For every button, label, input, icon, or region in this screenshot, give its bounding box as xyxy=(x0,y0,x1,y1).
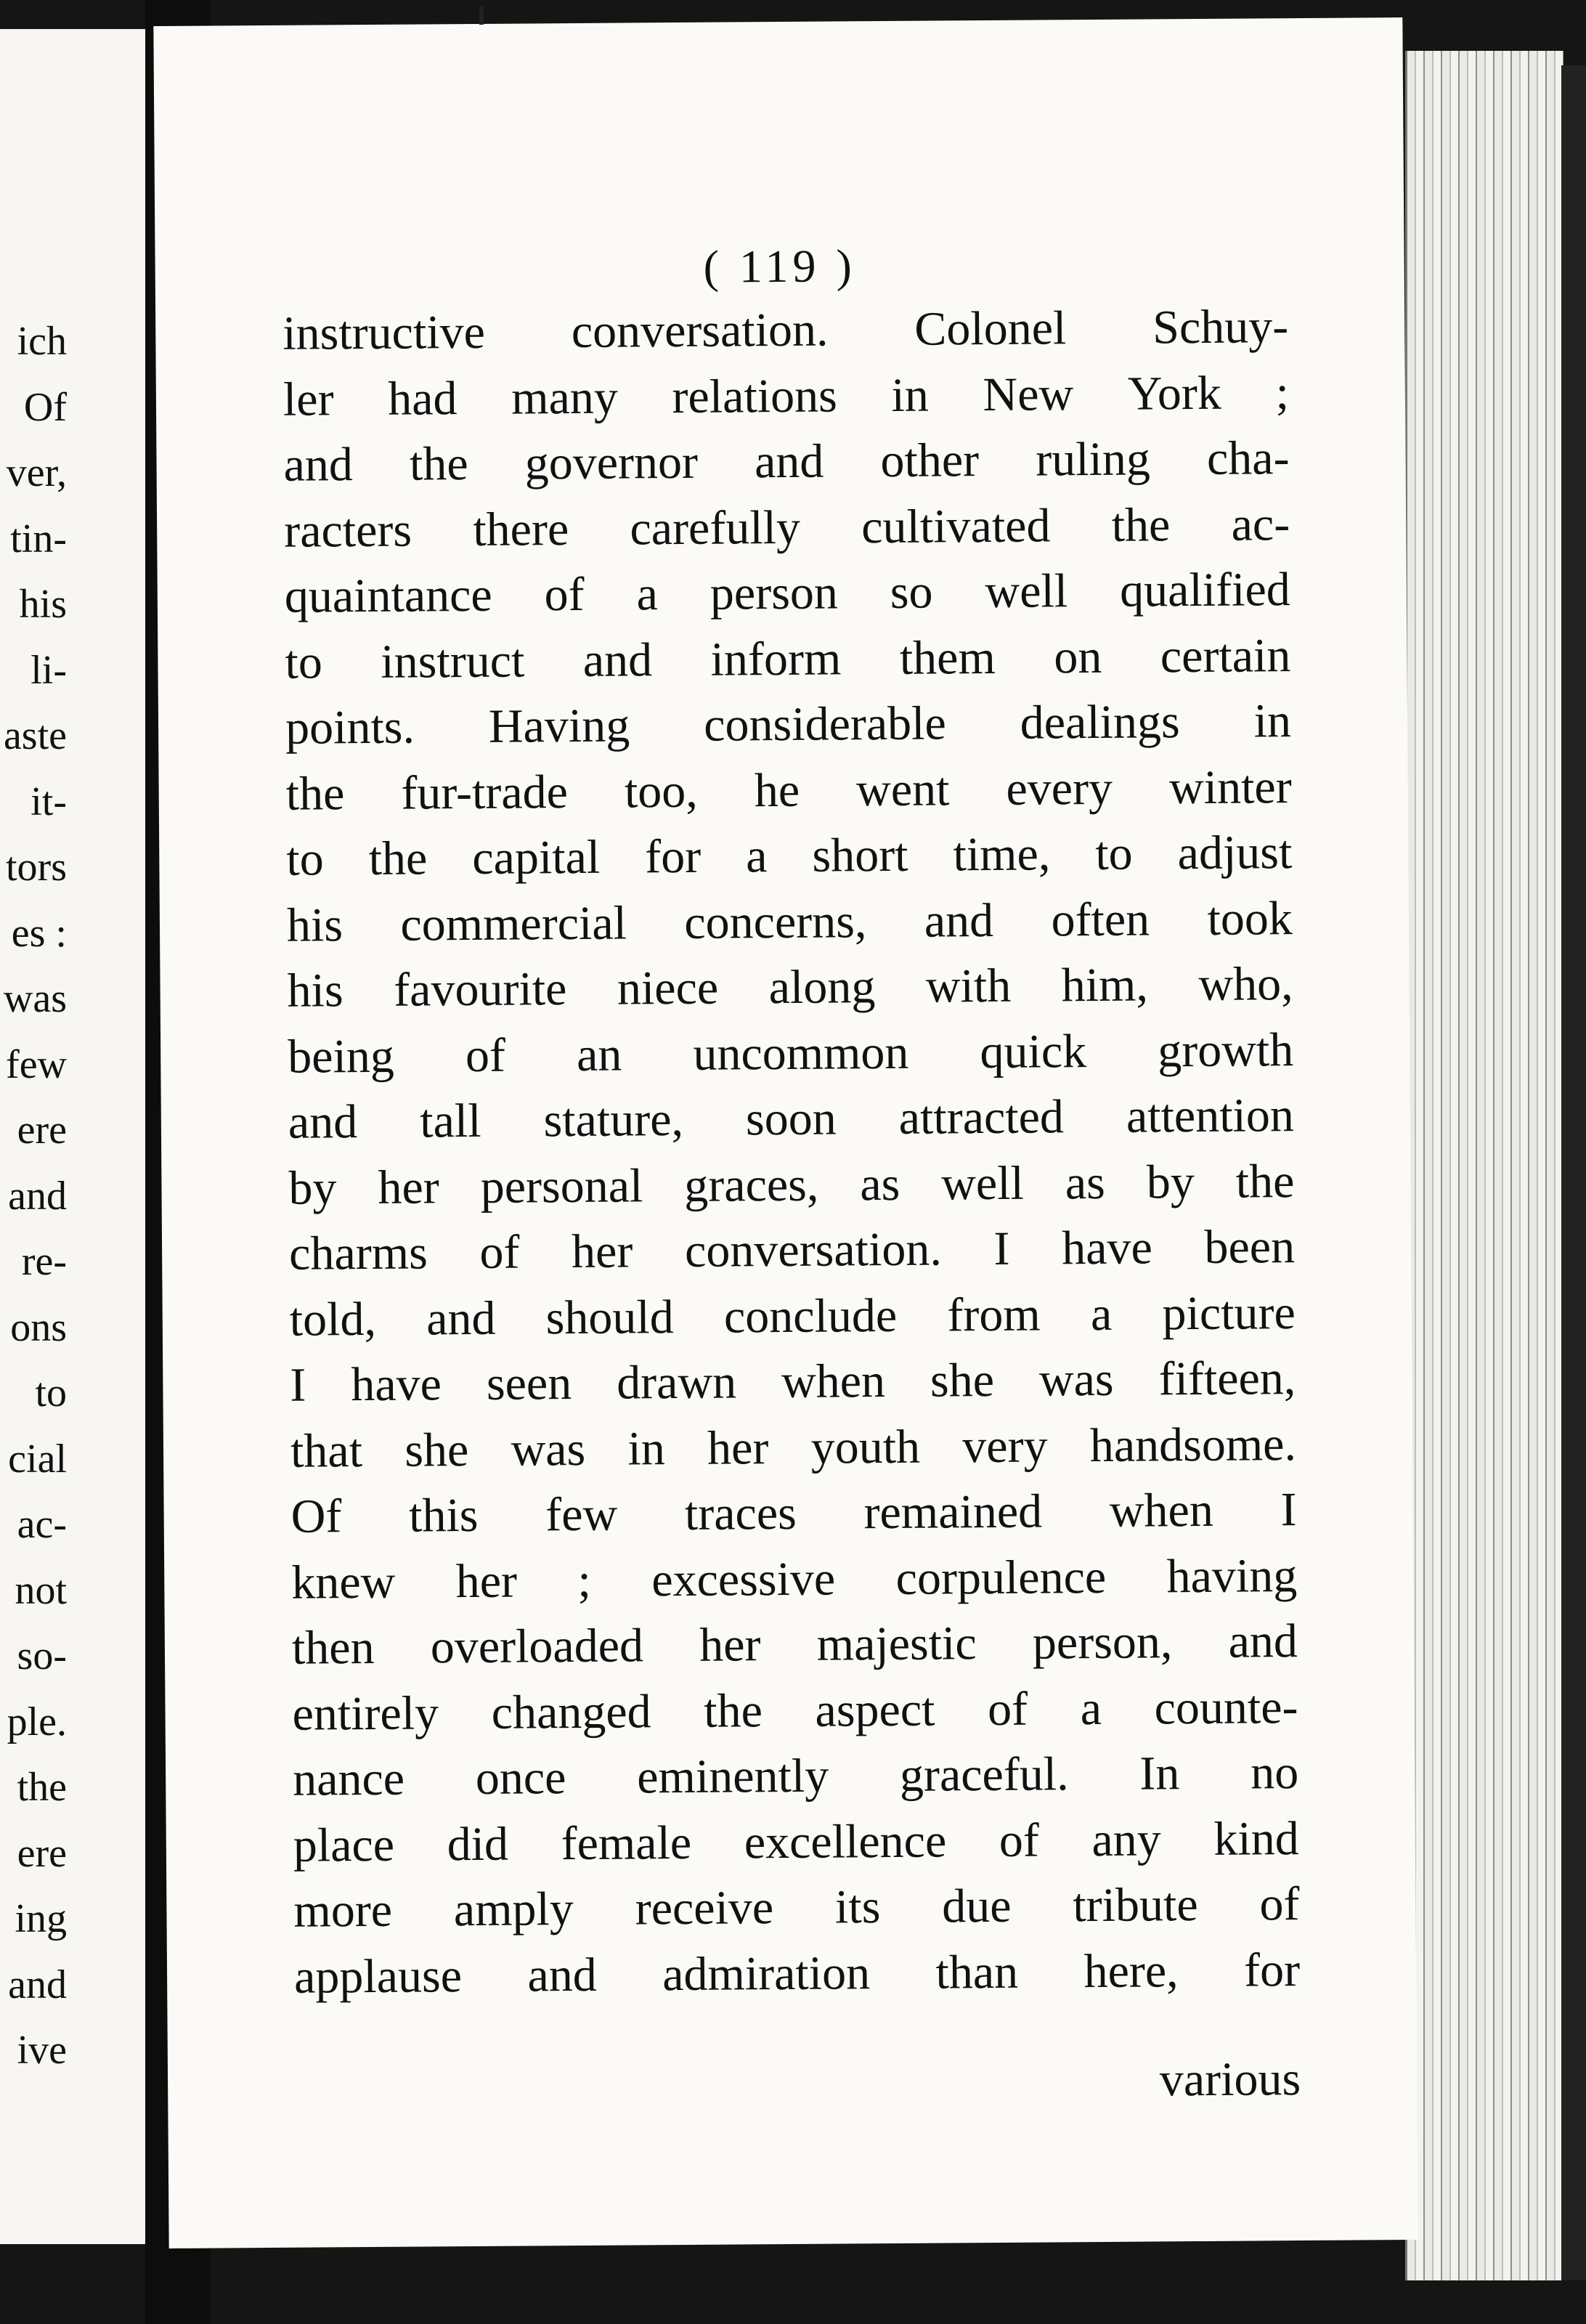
text-line-words xyxy=(284,492,1290,564)
word: traces xyxy=(684,1486,797,1540)
text-line xyxy=(290,1346,1296,1418)
word: commercial xyxy=(400,896,627,951)
word: when xyxy=(1109,1483,1214,1537)
word: graces, xyxy=(684,1158,819,1212)
word: other xyxy=(880,434,980,488)
text-line-words xyxy=(292,1609,1298,1681)
word: any xyxy=(1091,1812,1162,1866)
text-line xyxy=(282,294,1289,367)
word: Schuy- xyxy=(1152,300,1289,354)
word: here, xyxy=(1083,1943,1179,1998)
word: the xyxy=(1111,497,1171,552)
body-text xyxy=(282,294,1300,2010)
word: admiration xyxy=(662,1946,871,2001)
book-cover-edge xyxy=(1561,65,1586,2280)
word: them xyxy=(899,630,996,685)
text-line-words xyxy=(293,1740,1299,1813)
word: him, xyxy=(1061,958,1149,1012)
text-line xyxy=(288,1083,1295,1155)
word: governor xyxy=(524,435,699,490)
right-page xyxy=(153,17,1418,2248)
word: changed xyxy=(491,1684,651,1739)
word: and xyxy=(283,438,354,492)
word: nance xyxy=(292,1752,405,1806)
word: went xyxy=(855,762,950,816)
word: cultivated xyxy=(861,498,1051,553)
word: considerable xyxy=(703,696,946,752)
word: with xyxy=(925,959,1012,1013)
word: ruling xyxy=(1035,432,1151,487)
text-line xyxy=(285,755,1292,827)
left-page-fragment: ple. xyxy=(7,1699,67,1744)
word: relations xyxy=(672,368,838,423)
word: from xyxy=(947,1288,1041,1341)
word: often xyxy=(1051,892,1150,946)
text-line xyxy=(285,688,1292,761)
word: she xyxy=(404,1423,469,1477)
word: inform xyxy=(710,631,842,686)
word: I xyxy=(290,1358,306,1412)
text-line xyxy=(284,492,1290,564)
word: instruct xyxy=(381,633,525,688)
text-line xyxy=(287,951,1293,1024)
word: niece xyxy=(617,961,719,1015)
word: graceful. xyxy=(899,1747,1069,1802)
word: fifteen, xyxy=(1158,1352,1296,1406)
word: more xyxy=(293,1883,393,1938)
page-number: ( 119 ) xyxy=(703,240,857,293)
text-line-words xyxy=(288,1017,1294,1090)
word: conversation. xyxy=(684,1222,943,1277)
word: along xyxy=(768,960,876,1015)
word: ; xyxy=(577,1553,592,1607)
text-line-words xyxy=(282,294,1289,367)
text-line-words xyxy=(283,426,1290,498)
word: have xyxy=(1061,1221,1153,1275)
word: too, xyxy=(624,764,699,818)
text-line-words xyxy=(285,623,1291,696)
word: who, xyxy=(1198,957,1293,1012)
word: aspect xyxy=(815,1683,935,1737)
word: her xyxy=(571,1224,633,1279)
left-page-fragment: few xyxy=(6,1041,67,1087)
text-line xyxy=(290,1412,1297,1484)
text-line-words xyxy=(285,755,1292,827)
word: her xyxy=(455,1554,518,1608)
text-line-words xyxy=(287,951,1293,1024)
word: kind xyxy=(1213,1811,1299,1866)
word: the xyxy=(409,437,468,491)
left-page-fragment: ver, xyxy=(6,450,67,495)
word: quaintance xyxy=(284,568,492,623)
word: have xyxy=(351,1357,442,1412)
word: told, xyxy=(289,1292,377,1346)
word: on xyxy=(1054,630,1102,683)
word: having xyxy=(1166,1548,1298,1603)
word: she xyxy=(930,1354,995,1407)
text-line-words xyxy=(283,360,1290,433)
word: to xyxy=(1095,826,1133,881)
text-line xyxy=(286,820,1293,893)
word: excessive xyxy=(651,1552,836,1606)
left-page-fragment: ere xyxy=(17,1830,67,1876)
word: by xyxy=(288,1161,337,1215)
left-page-fragment: not xyxy=(15,1567,67,1613)
word: in xyxy=(891,368,930,422)
word: than xyxy=(935,1945,1019,1999)
word: to xyxy=(285,635,323,689)
text-line xyxy=(291,1543,1298,1616)
left-page-fragment: ing xyxy=(15,1896,67,1941)
word: adjust xyxy=(1177,826,1293,880)
word: stature, xyxy=(543,1092,684,1147)
word: and xyxy=(754,434,824,489)
text-line-words xyxy=(290,1412,1297,1484)
word: there xyxy=(473,502,569,556)
word: quick xyxy=(980,1024,1087,1078)
word: as xyxy=(1065,1155,1106,1209)
left-page-fragment: the xyxy=(17,1765,67,1810)
word: seen xyxy=(486,1357,572,1410)
word: New xyxy=(983,367,1074,421)
text-line-words xyxy=(286,820,1293,893)
word: its xyxy=(834,1880,881,1934)
word: many xyxy=(511,370,619,425)
text-line xyxy=(293,1872,1300,1944)
word: her xyxy=(699,1618,761,1672)
word: excellence xyxy=(744,1813,947,1869)
word: well xyxy=(985,564,1068,619)
word: so xyxy=(890,565,933,619)
word: ac- xyxy=(1231,497,1290,551)
left-page-fragment: aste xyxy=(3,713,67,758)
text-line-words xyxy=(288,1149,1295,1222)
word: receive xyxy=(635,1881,774,1935)
text-line-words xyxy=(292,1675,1298,1747)
word: had xyxy=(387,371,458,426)
left-page-text-fragments xyxy=(0,309,67,2084)
word: of xyxy=(987,1682,1028,1736)
word: growth xyxy=(1157,1023,1294,1077)
text-line xyxy=(288,1149,1295,1222)
word: In xyxy=(1139,1747,1180,1800)
catchword: various xyxy=(1159,2052,1301,2107)
word: ; xyxy=(1275,365,1290,419)
word: once xyxy=(475,1751,566,1805)
word: corpulence xyxy=(895,1550,1107,1605)
left-page-fragment: es : xyxy=(11,910,67,956)
word: knew xyxy=(291,1555,396,1609)
word: person, xyxy=(1032,1615,1173,1670)
word: concerns, xyxy=(684,894,867,949)
word: he xyxy=(754,763,800,817)
text-line-words xyxy=(294,1938,1301,2010)
text-line xyxy=(292,1609,1298,1681)
word: due xyxy=(941,1879,1012,1933)
word: for xyxy=(644,829,702,884)
left-page-fragment: so- xyxy=(17,1633,67,1678)
word: picture xyxy=(1162,1285,1296,1340)
word: eminently xyxy=(636,1749,829,1804)
word: in xyxy=(627,1421,666,1476)
word: tribute xyxy=(1073,1878,1198,1933)
text-line xyxy=(285,623,1291,696)
word: Having xyxy=(488,699,630,753)
word: did xyxy=(447,1817,509,1871)
text-line xyxy=(294,1938,1301,2010)
text-line xyxy=(287,886,1293,959)
word: as xyxy=(860,1157,900,1211)
left-page-fragment: was xyxy=(3,976,67,1021)
word: the xyxy=(285,766,345,821)
word: in xyxy=(1253,694,1292,748)
left-page-fragment: ac- xyxy=(17,1502,67,1547)
word: handsome. xyxy=(1089,1417,1297,1472)
left-page-fragment: tors xyxy=(6,845,67,890)
text-line-words xyxy=(293,1806,1300,1879)
word: and xyxy=(924,893,994,948)
word: by xyxy=(1146,1155,1195,1209)
word: few xyxy=(545,1487,618,1542)
word: Colonel xyxy=(914,301,1067,356)
left-page-fragment: ere xyxy=(17,1108,67,1153)
word: an xyxy=(576,1028,622,1081)
word: well xyxy=(940,1156,1025,1211)
word: a xyxy=(745,829,768,883)
word: and xyxy=(426,1291,496,1345)
word: a xyxy=(1080,1681,1102,1735)
word: conclude xyxy=(723,1288,898,1344)
word: racters xyxy=(283,503,412,558)
word: points. xyxy=(285,700,415,755)
text-line xyxy=(293,1740,1299,1813)
scan-mark xyxy=(479,6,484,25)
word: person xyxy=(709,566,839,620)
word: amply xyxy=(453,1882,574,1937)
word: no xyxy=(1250,1746,1299,1800)
text-line xyxy=(289,1280,1296,1353)
left-page-fragment: ich xyxy=(17,319,67,364)
left-page-fragment: cial xyxy=(8,1436,67,1482)
word: capital xyxy=(472,830,601,885)
word: certain xyxy=(1160,628,1291,683)
word: was xyxy=(511,1422,586,1476)
left-page-fragment: it- xyxy=(30,779,67,824)
word: when xyxy=(781,1354,886,1409)
word: winter xyxy=(1168,760,1292,814)
left-page-fragment: re- xyxy=(21,1239,67,1284)
text-line xyxy=(285,557,1291,630)
left-page-fragment: and xyxy=(8,1962,67,2007)
word: the xyxy=(704,1683,763,1738)
left-page-fragment: ons xyxy=(10,1304,67,1350)
left-page-fragment: Of xyxy=(23,384,67,430)
word: his xyxy=(287,964,343,1017)
word: this xyxy=(408,1488,479,1543)
word: youth xyxy=(810,1420,921,1474)
word: short xyxy=(812,828,908,882)
word: majestic xyxy=(816,1617,977,1671)
text-line xyxy=(293,1806,1300,1879)
left-page-fragment: his xyxy=(19,582,67,627)
text-line-words xyxy=(293,1872,1300,1944)
word: I xyxy=(993,1222,1010,1276)
word: personal xyxy=(480,1158,643,1214)
left-page-fragment: tin- xyxy=(10,516,67,561)
word: entirely xyxy=(292,1686,439,1741)
word: conversation. xyxy=(571,303,829,359)
word: carefully xyxy=(630,500,801,555)
word: then xyxy=(291,1620,375,1675)
left-page-fragment: li- xyxy=(30,647,67,693)
word: drawn xyxy=(616,1355,737,1410)
word: ler xyxy=(282,372,334,426)
word: of xyxy=(1259,1877,1300,1931)
left-page-fragment: to xyxy=(35,1370,67,1415)
text-line-words xyxy=(291,1543,1298,1616)
word: should xyxy=(545,1290,675,1344)
word: of xyxy=(479,1225,520,1279)
text-line-words xyxy=(285,557,1291,630)
text-line xyxy=(292,1675,1298,1747)
word: very xyxy=(962,1418,1048,1473)
word: been xyxy=(1204,1220,1296,1274)
word: applause xyxy=(293,1949,463,2004)
text-line-words xyxy=(290,1346,1296,1418)
text-line-words xyxy=(288,1083,1295,1155)
word: a xyxy=(1090,1287,1113,1341)
word: female xyxy=(561,1816,692,1870)
word: counte- xyxy=(1154,1680,1298,1734)
word: of xyxy=(544,567,585,622)
text-line xyxy=(283,360,1290,433)
text-line-words xyxy=(287,886,1293,959)
word: a xyxy=(636,567,659,621)
text-line xyxy=(289,1214,1296,1287)
word: the xyxy=(368,832,428,885)
word: York xyxy=(1127,366,1222,420)
word: instructive xyxy=(282,305,486,360)
text-line-words xyxy=(285,688,1292,761)
word: time, xyxy=(953,827,1051,882)
left-page-fragment: and xyxy=(8,1173,67,1219)
word: favourite xyxy=(393,962,567,1017)
word: for xyxy=(1243,1943,1301,1997)
text-line xyxy=(290,1477,1297,1550)
word: took xyxy=(1207,891,1293,946)
word: uncommon xyxy=(693,1025,909,1081)
word: and xyxy=(582,633,653,687)
word: tall xyxy=(419,1094,481,1148)
word: overloaded xyxy=(430,1619,644,1674)
word: and xyxy=(288,1095,358,1149)
word: dealings xyxy=(1020,695,1180,749)
word: her xyxy=(378,1160,440,1214)
word: remained xyxy=(863,1484,1043,1540)
text-line-words xyxy=(289,1280,1296,1353)
word: charms xyxy=(288,1226,428,1280)
word: qualified xyxy=(1119,563,1290,617)
word: Of xyxy=(290,1490,342,1543)
word: her xyxy=(707,1421,769,1475)
word: place xyxy=(293,1818,395,1872)
word: that xyxy=(290,1423,363,1478)
word: of xyxy=(465,1028,506,1082)
text-line-words xyxy=(290,1477,1297,1550)
text-line-words xyxy=(289,1214,1296,1287)
word: to xyxy=(286,832,324,886)
word: soon xyxy=(745,1092,837,1146)
word: attracted xyxy=(898,1090,1065,1145)
word: his xyxy=(286,898,343,952)
word: and xyxy=(1228,1614,1298,1668)
word: of xyxy=(999,1813,1040,1867)
word: every xyxy=(1006,761,1113,816)
word: the xyxy=(1235,1154,1295,1208)
text-line xyxy=(288,1017,1294,1090)
left-page-fragment: ive xyxy=(17,2028,67,2073)
word: was xyxy=(1038,1352,1114,1407)
word: attention xyxy=(1126,1089,1295,1143)
word: fur-trade xyxy=(401,765,569,820)
word: cha- xyxy=(1206,431,1290,485)
left-facing-page xyxy=(0,29,148,2244)
word: and xyxy=(527,1948,597,2002)
page-edges xyxy=(1405,51,1563,2280)
text-line xyxy=(283,426,1290,498)
word: I xyxy=(1280,1483,1297,1537)
word: being xyxy=(287,1029,395,1084)
